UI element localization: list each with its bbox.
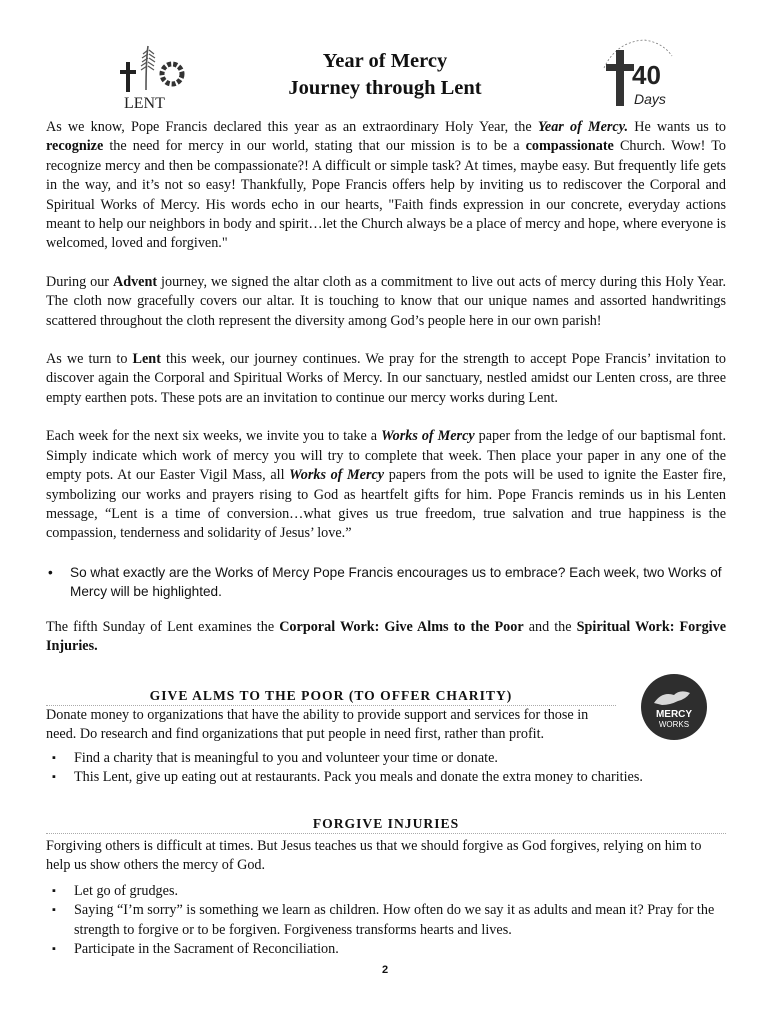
svg-text:WORKS: WORKS [658, 720, 690, 729]
mercy-works-badge [640, 673, 708, 741]
intro-paragraph-3: As we turn to Lent this week, our journey continues. We pray for the strength to accept Pope Francis’ invitation to discover again the Corporal and Spiritual Works of Mercy. In our sanctuary, nestled amidst our Lenten cross, are three empty earthen pots. These pots are an invitation to continue our mercy works during Lent. [46, 351, 726, 406]
section-text: Donate money to organizations that have the ability to provide support and services for those in need. Do research and find organizations that put people in need first, rather than profit. [46, 707, 589, 743]
section-text: Forgiving others is difficult at times. But Jesus teaches us that we should forgive as God forgives, relying on him to help us show others the mercy of God. [46, 838, 702, 874]
svg-text:LENT: LENT [124, 95, 165, 112]
svg-text:Days: Days [634, 91, 666, 107]
section-forgive-injuries [46, 815, 726, 959]
intro-paragraph-2: During our Advent journey, we signed the altar cloth as a commitment to live out acts of mercy during this Holy Year. The cloth now gracefully covers our altar. It is touching to know that our unique names and assorted handwritings scattered throughout the cloth represent the diversity among God’s people here in our own parish! [46, 273, 726, 329]
forgive-list [46, 882, 726, 960]
list-item: ▪ Find a charity that is meaningful to you and volunteer your time or donate. [46, 749, 726, 768]
page-number: 2 [381, 964, 389, 976]
page-title: Year of Mercy [322, 50, 448, 72]
list-item: ▪ Let go of grudges. [46, 882, 726, 901]
list-item: ▪ Participate in the Sacrament of Reconciliation. [46, 940, 726, 959]
give-alms-list [46, 749, 726, 788]
intro-paragraph-1: As we know, Pope Francis declared this year as an extraordinary Holy Year, the Year of Mercy. He wants us to recognize the need for mercy in our world, stating that our mission is to be a compassionate Church. Wow! To recognize mercy and then be compassionate?! A difficult or simple task? At times, maybe easy. But frequently life gets in the way, and it’s not so easy! Thankfully, Pope Francis offers help by inviting us to rediscover the Corporal and Spiritual Works of Mercy. His words echo in our hearts, "Faith finds expression in our concrete, everyday actions meant to help our neighbors in body and spirit…let the Church always be a place of mercy and hope, where everyone is welcomed, loved and forgiven." [46, 119, 727, 252]
intro-paragraph-5: The fifth Sunday of Lent examines the Corporal Work: Give Alms to the Poor and the Spiritual Work: Forgive Injuries. [46, 618, 727, 655]
section-heading: GIVE ALMS TO THE POOR (TO OFFER CHARITY) [46, 687, 616, 706]
page-subtitle: Journey through Lent [288, 77, 482, 99]
list-item: ▪ This Lent, give up eating out at restaurants. Pack you meals and donate the extra money to charities. [46, 768, 726, 787]
svg-text:40: 40 [632, 60, 661, 90]
intro-content [46, 118, 726, 676]
section-give-alms [46, 687, 616, 745]
section-heading: FORGIVE INJURIES [46, 815, 726, 834]
svg-text:MERCY: MERCY [655, 709, 693, 720]
intro-bullet: • So what exactly are the Works of Mercy Pope Francis encourages us to embrace? Each week, two Works of Mercy will be highlighted. [48, 564, 722, 599]
intro-paragraph-4: Each week for the next six weeks, we invite you to take a Works of Mercy paper from the ledge of our baptismal font. Simply indicate which work of mercy you will try to complete that week. Then place your paper in any one of the empty pots. At our Easter Vigil Mass, all Works of Mercy papers from the pots will be used to ignite the Easter fire, symbolizing our works and prayers rising to God as heartfelt gifts for him. Pope Francis reminds us in his Lenten message, “Lent is a time of conversion…what gives us true freedom, true salvation and true happiness is the compassion, tenderness and solidarity of Jesus’ love.” [46, 428, 726, 542]
list-item: ▪ Saying “I’m sorry” is something we learn as children. How often do we say it as adults and mean it? Pray for the strength to forgive or to be forgiven. Forgiveness transforms hearts and lives. [46, 901, 726, 940]
